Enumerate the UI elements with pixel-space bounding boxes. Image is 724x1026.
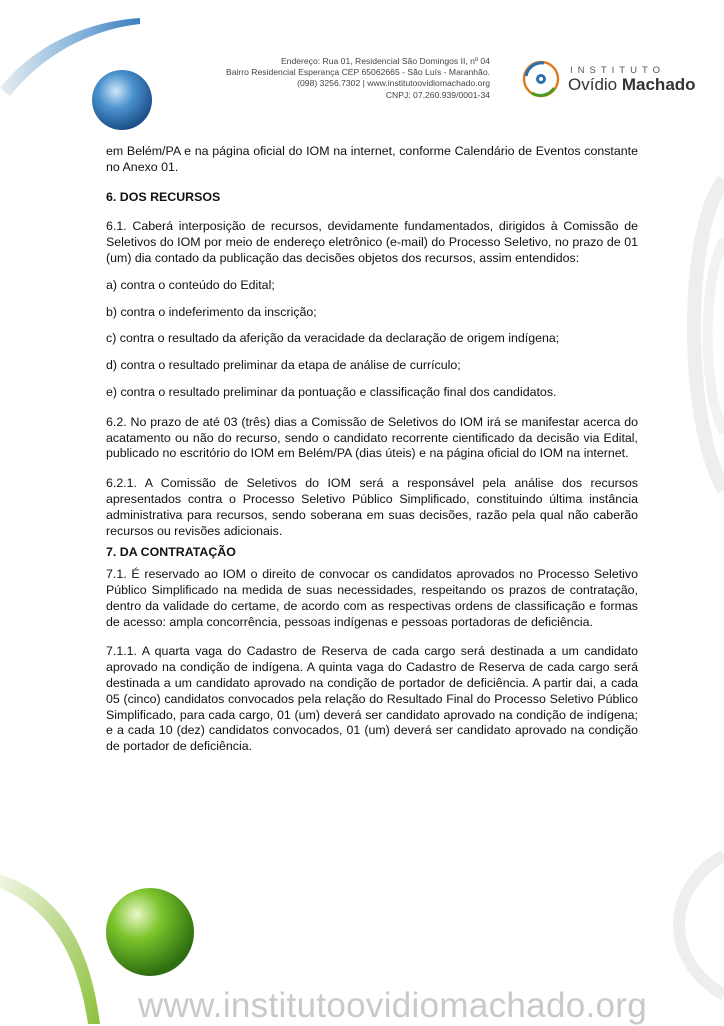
address-line: Endereço: Rua 01, Residencial São Domingos II, nº 04 [280,56,490,66]
list-item: d) contra o resultado preliminar da etapa de análise de currículo; [106,358,461,373]
document-body [106,144,638,755]
paragraph-6-1: 6.1. Caberá interposição de recursos, devidamente fundamentados, dirigidos à Comissão de Seletivos do IOM por meio de endereço eletrônico (e-mail) do Processo Seletivo, no prazo de 01 (um) dia contado da publicação das decisões objetos dos recursos, assim entendidos: [106,219,638,265]
address-line: Bairro Residencial Esperança CEP 65062665 - São Luís - Maranhão. [225,67,490,78]
right-watermark-arcs [664,170,724,500]
bottom-watermark-arcs [634,850,724,1000]
institute-logo [518,56,708,102]
list-item: e) contra o resultado preliminar da pontuação e classificação final dos candidatos. [106,384,557,399]
section-heading-contratacao: 7. DA CONTRATAÇÃO [106,545,236,560]
list-item: b) contra o indeferimento da inscrição; [106,304,317,319]
logo-name [568,75,696,95]
paragraph-7-1: 7.1. É reservado ao IOM o direito de convocar os candidatos aprovados no Processo Seletivo Público Simplificado na medida de suas necessidades, respeitando os prazos de contratação, dentro da validade do certame, de acordo com as respectivas ordens de classificação e formas de acesso: ampla concorrência, pessoas indígenas e pessoas portadoras de deficiência. [106,567,638,629]
footer-website-url: www.institutoovidiomachado.org [138,986,647,1025]
header-address [172,56,490,101]
blue-sphere [92,70,152,130]
logo-emblem-icon [518,56,564,102]
phone-website-line: (098) 3256.7302 | www.institutoovidiomachado.org [297,78,490,89]
logo-top-text: INSTITUTO [570,65,665,76]
cnpj-line: CNPJ: 07.260.939/0001-34 [385,89,490,100]
section-heading-recursos: 6. DOS RECURSOS [106,189,221,204]
paragraph-6-2-1: 6.2.1. A Comissão de Seletivos do IOM será a responsável pela análise dos recursos apresentados contra o Processo Seletivo Público Simplificado, constituindo última instância administrativa para recursos, sendo soberana em suas decisões, razão pela qual não caberão recursos ou revisões adicionais. [106,476,638,538]
list-item: c) contra o resultado da aferição da veracidade da declaração de origem indígena; [106,331,560,346]
list-item: a) contra o conteúdo do Edital; [106,277,275,292]
green-sphere [106,888,194,976]
paragraph-6-2: 6.2. No prazo de até 03 (três) dias a Comissão de Seletivos do IOM irá se manifestar acerca do acatamento ou não do recurso, sendo o candidato recorrente cientificado da decisão via Edital, publicado no escritório do IOM em Belém/PA (dias úteis) e na página oficial do IOM na internet. [106,414,638,461]
paragraph-intro: em Belém/PA e na página oficial do IOM na internet, conforme Calendário de Eventos constante no Anexo 01. [106,144,638,174]
header-swoosh-graphic [0,0,200,140]
logo-name-bold: Machado [621,75,696,94]
logo-name-light: Ovídio [568,75,622,94]
paragraph-7-1-1: 7.1.1. A quarta vaga do Cadastro de Reserva de cada cargo será destinada a um candidato aprovado na condição de indígena. A quinta vaga do Cadastro de Reserva de cada cargo será destinada a um candidato aprovado na condição de portador de deficiência. A partir dai, a cada 05 (cinco) candidatos convocados pela relação do Resultado Final do Processo Seletivo Público Simplificado, para cada cargo, 01 (um) deverá ser candidato aprovado na condição de indígena; e a cada 10 (dez) candidatos convocados, 01 (um) deverá ser candidato aprovado na condição de portador de deficiência. [106,644,638,754]
